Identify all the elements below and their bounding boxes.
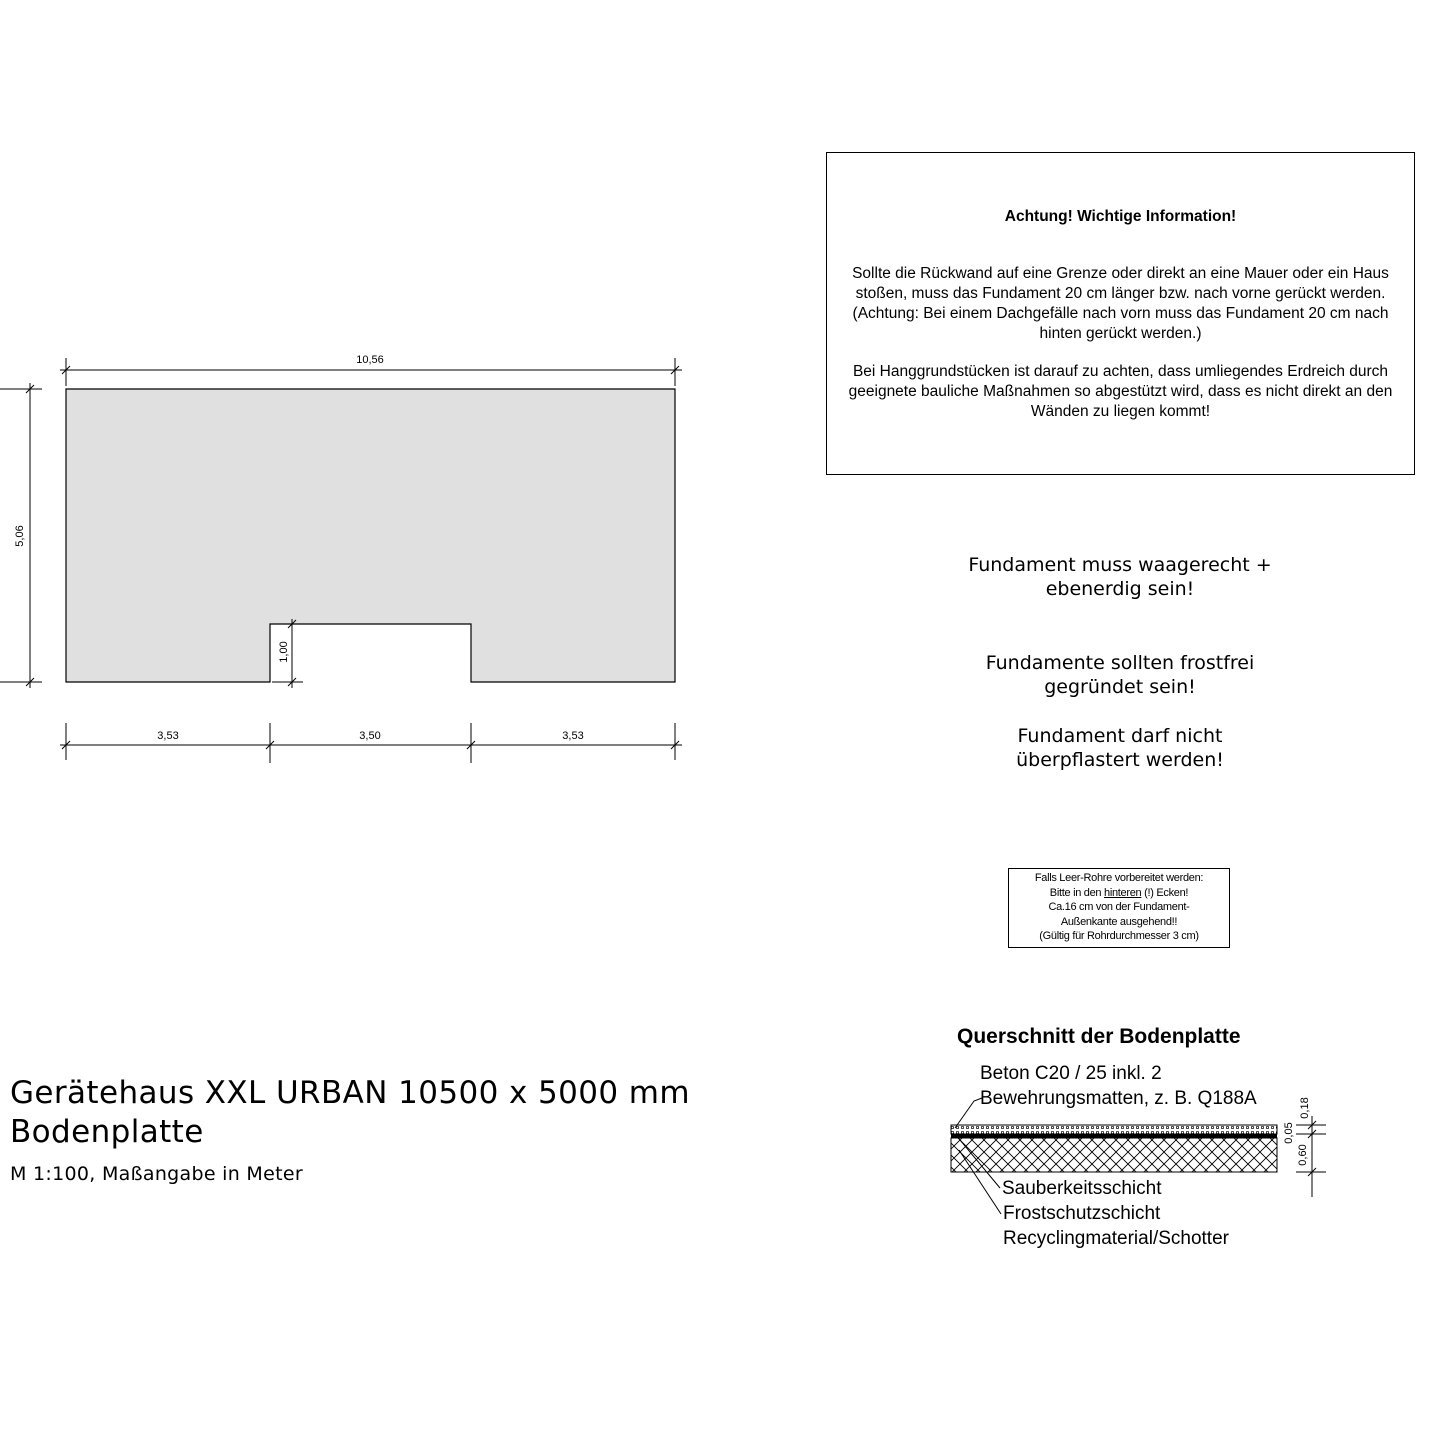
title-line-1: Gerätehaus XXL URBAN 10500 x 5000 mm [10,1075,690,1111]
dim-cross-bottom: 0,60 [1297,1144,1309,1166]
pipe-note-line-3: Ca.16 cm von der Fundament- [1048,901,1190,913]
dim-cross-mid: 0,05 [1283,1122,1295,1144]
title-line-2: Bodenplatte [10,1114,204,1150]
pipe-note-line-2a: Bitte in den [1049,886,1104,899]
label-concrete-1: Beton C20 / 25 inkl. 2 [980,1063,1162,1084]
note-level: Fundament muss waagerecht + ebenerdig sein! [968,554,1272,600]
dim-total-width-label: 10,56 [356,354,384,366]
warning-info-box [826,152,1415,475]
dimension-chain-bottom [60,723,682,763]
pipe-note-line-2 [1009,886,1229,901]
dim-middle-segment: 3,50 [359,730,381,742]
dim-depth-label: 5,06 [14,525,26,547]
cleanliness-layer [951,1134,1277,1138]
note-no-paving: Fundament darf nicht überpflastert werden! [1016,725,1224,771]
pipe-note-box [1008,868,1230,948]
pipe-note-line-5: (Gültig für Rohrdurchmesser 3 cm) [1039,930,1199,942]
concrete-layer [951,1125,1277,1134]
foundation-slab [66,389,675,682]
dim-right-segment: 3,53 [562,730,584,742]
label-gravel-layer: Recyclingmaterial/Schotter [1003,1228,1229,1249]
scale-note: M 1:100, Maßangabe in Meter [10,1163,303,1185]
label-concrete-2: Bewehrungsmatten, z. B. Q188A [980,1088,1257,1109]
warning-paragraph-2: Bei Hanggrundstücken ist darauf zu achten, dass umliegendes Erdreich durch geeignete bauliche Maßnahmen so abgestützt wird, dass es nicht direkt an den Wänden zu liegen kommt! [848,363,1393,420]
cross-section-title: Querschnitt der Bodenplatte [957,1025,1241,1048]
label-cleanliness-layer: Sauberkeitsschicht [1002,1178,1162,1199]
label-frost-layer: Frostschutzschicht [1003,1203,1161,1224]
frost-protection-layer [951,1138,1277,1172]
pipe-note-line-2b: hinteren [1104,886,1142,899]
title-block [10,1074,690,1152]
pipe-note-line-2c: (!) Ecken! [1141,886,1189,899]
pipe-note-line-1: Falls Leer-Rohre vorbereitet werden: [1034,872,1204,884]
dim-left-segment: 3,53 [157,730,179,742]
warning-paragraph-1: Sollte die Rückwand auf eine Grenze oder direkt an eine Mauer oder ein Haus stoßen, muss das Fundament 20 cm länger bzw. nach vorne gerückt werden.(Achtung: Bei einem Dachgefälle nach vorn muss das Fundament 20 cm nach hinten gerückt werden.) [852,265,1389,342]
warning-title: Achtung! Wichtige Information! [1004,208,1237,225]
pipe-note-line-4: Außenkante ausgehend!! [1060,915,1178,928]
dim-notch-label: 1,00 [278,641,290,663]
note-frostfree: Fundamente sollten frostfrei gegründet sein! [985,652,1255,698]
dim-cross-top: 0,18 [1299,1097,1311,1119]
